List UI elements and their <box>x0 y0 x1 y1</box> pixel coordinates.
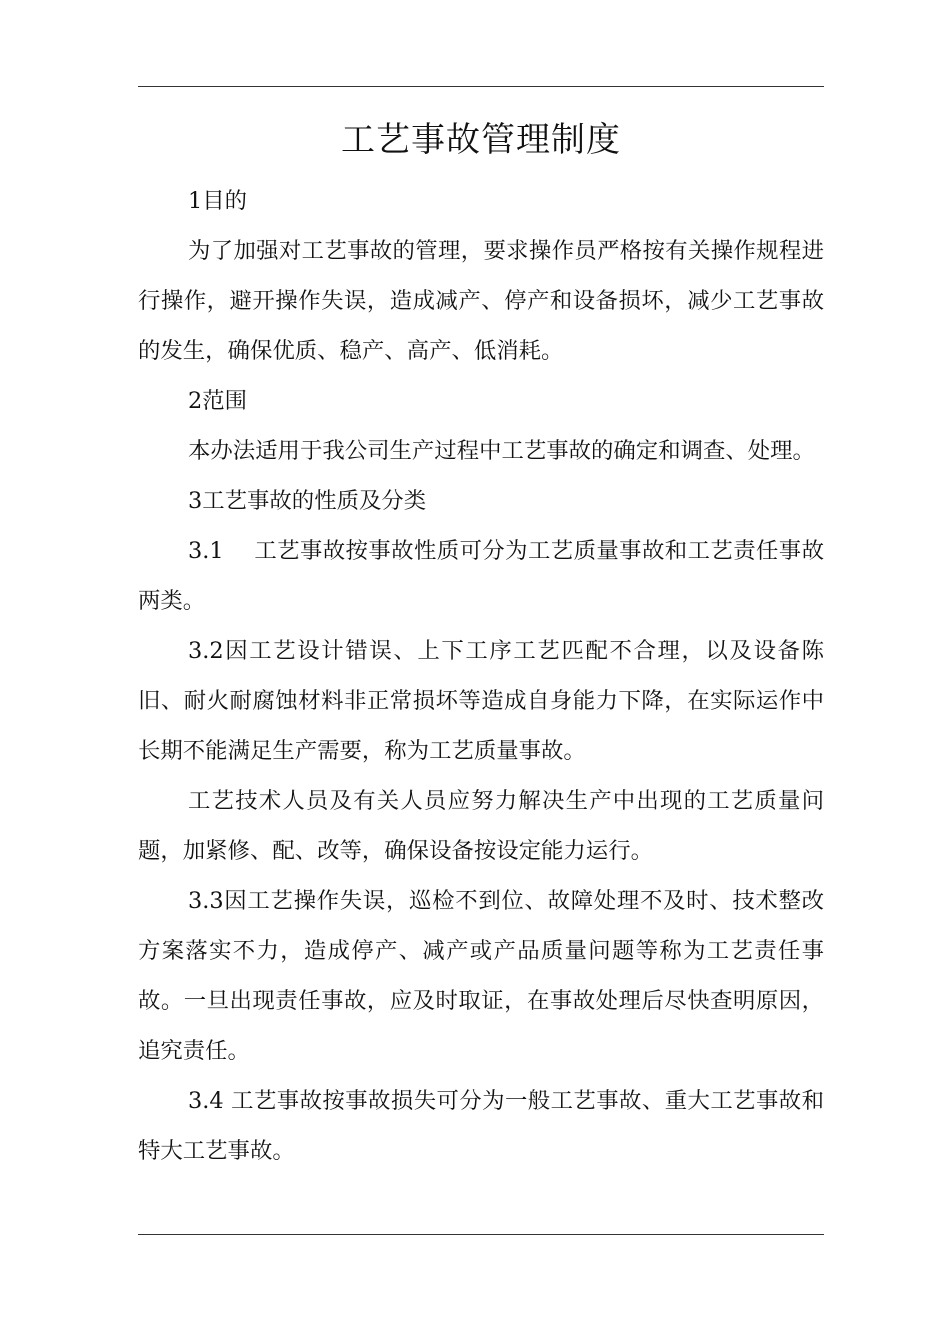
paragraph-scope: 本办法适用于我公司生产过程中工艺事故的确定和调查、处理。 <box>188 438 815 464</box>
paragraph-3-2-note: 工艺技术人员及有关人员应努力解决生产中出现的工艺质量问题，加紧修、配、改等，确保设备按设定能力运行。 <box>138 788 824 864</box>
document-title: 工艺事故管理制度 <box>341 120 621 160</box>
paragraph-3-3: 3.3因工艺操作失误，巡检不到位、故障处理不及时、技术整改方案落实不力，造成停产、减产或产品质量问题等称为工艺责任事故。一旦出现责任事故，应及时取证，在事故处理后尽快查明原因，追究责任。 <box>138 888 824 1064</box>
paragraph-3-2: 3.2因工艺设计错误、上下工序工艺匹配不合理，以及设备陈旧、耐火耐腐蚀材料非正常损坏等造成自身能力下降，在实际运作中长期不能满足生产需要，称为工艺质量事故。 <box>138 638 824 764</box>
paragraph-purpose: 为了加强对工艺事故的管理，要求操作员严格按有关操作规程进行操作，避开操作失误，造成减产、停产和设备损坏，减少工艺事故的发生，确保优质、稳产、高产、低消耗。 <box>138 238 824 364</box>
section-heading-scope: 2范围 <box>188 388 248 414</box>
section-heading-purpose: 1目的 <box>188 188 248 214</box>
header-rule <box>138 86 824 87</box>
footer-rule <box>138 1234 824 1235</box>
section-heading-classification: 3工艺事故的性质及分类 <box>188 488 427 514</box>
paragraph-3-1: 3.1 工艺事故按事故性质可分为工艺质量事故和工艺责任事故两类。 <box>138 538 824 614</box>
paragraph-3-4: 3.4 工艺事故按事故损失可分为一般工艺事故、重大工艺事故和特大工艺事故。 <box>138 1088 824 1164</box>
document-body <box>138 176 824 1176</box>
